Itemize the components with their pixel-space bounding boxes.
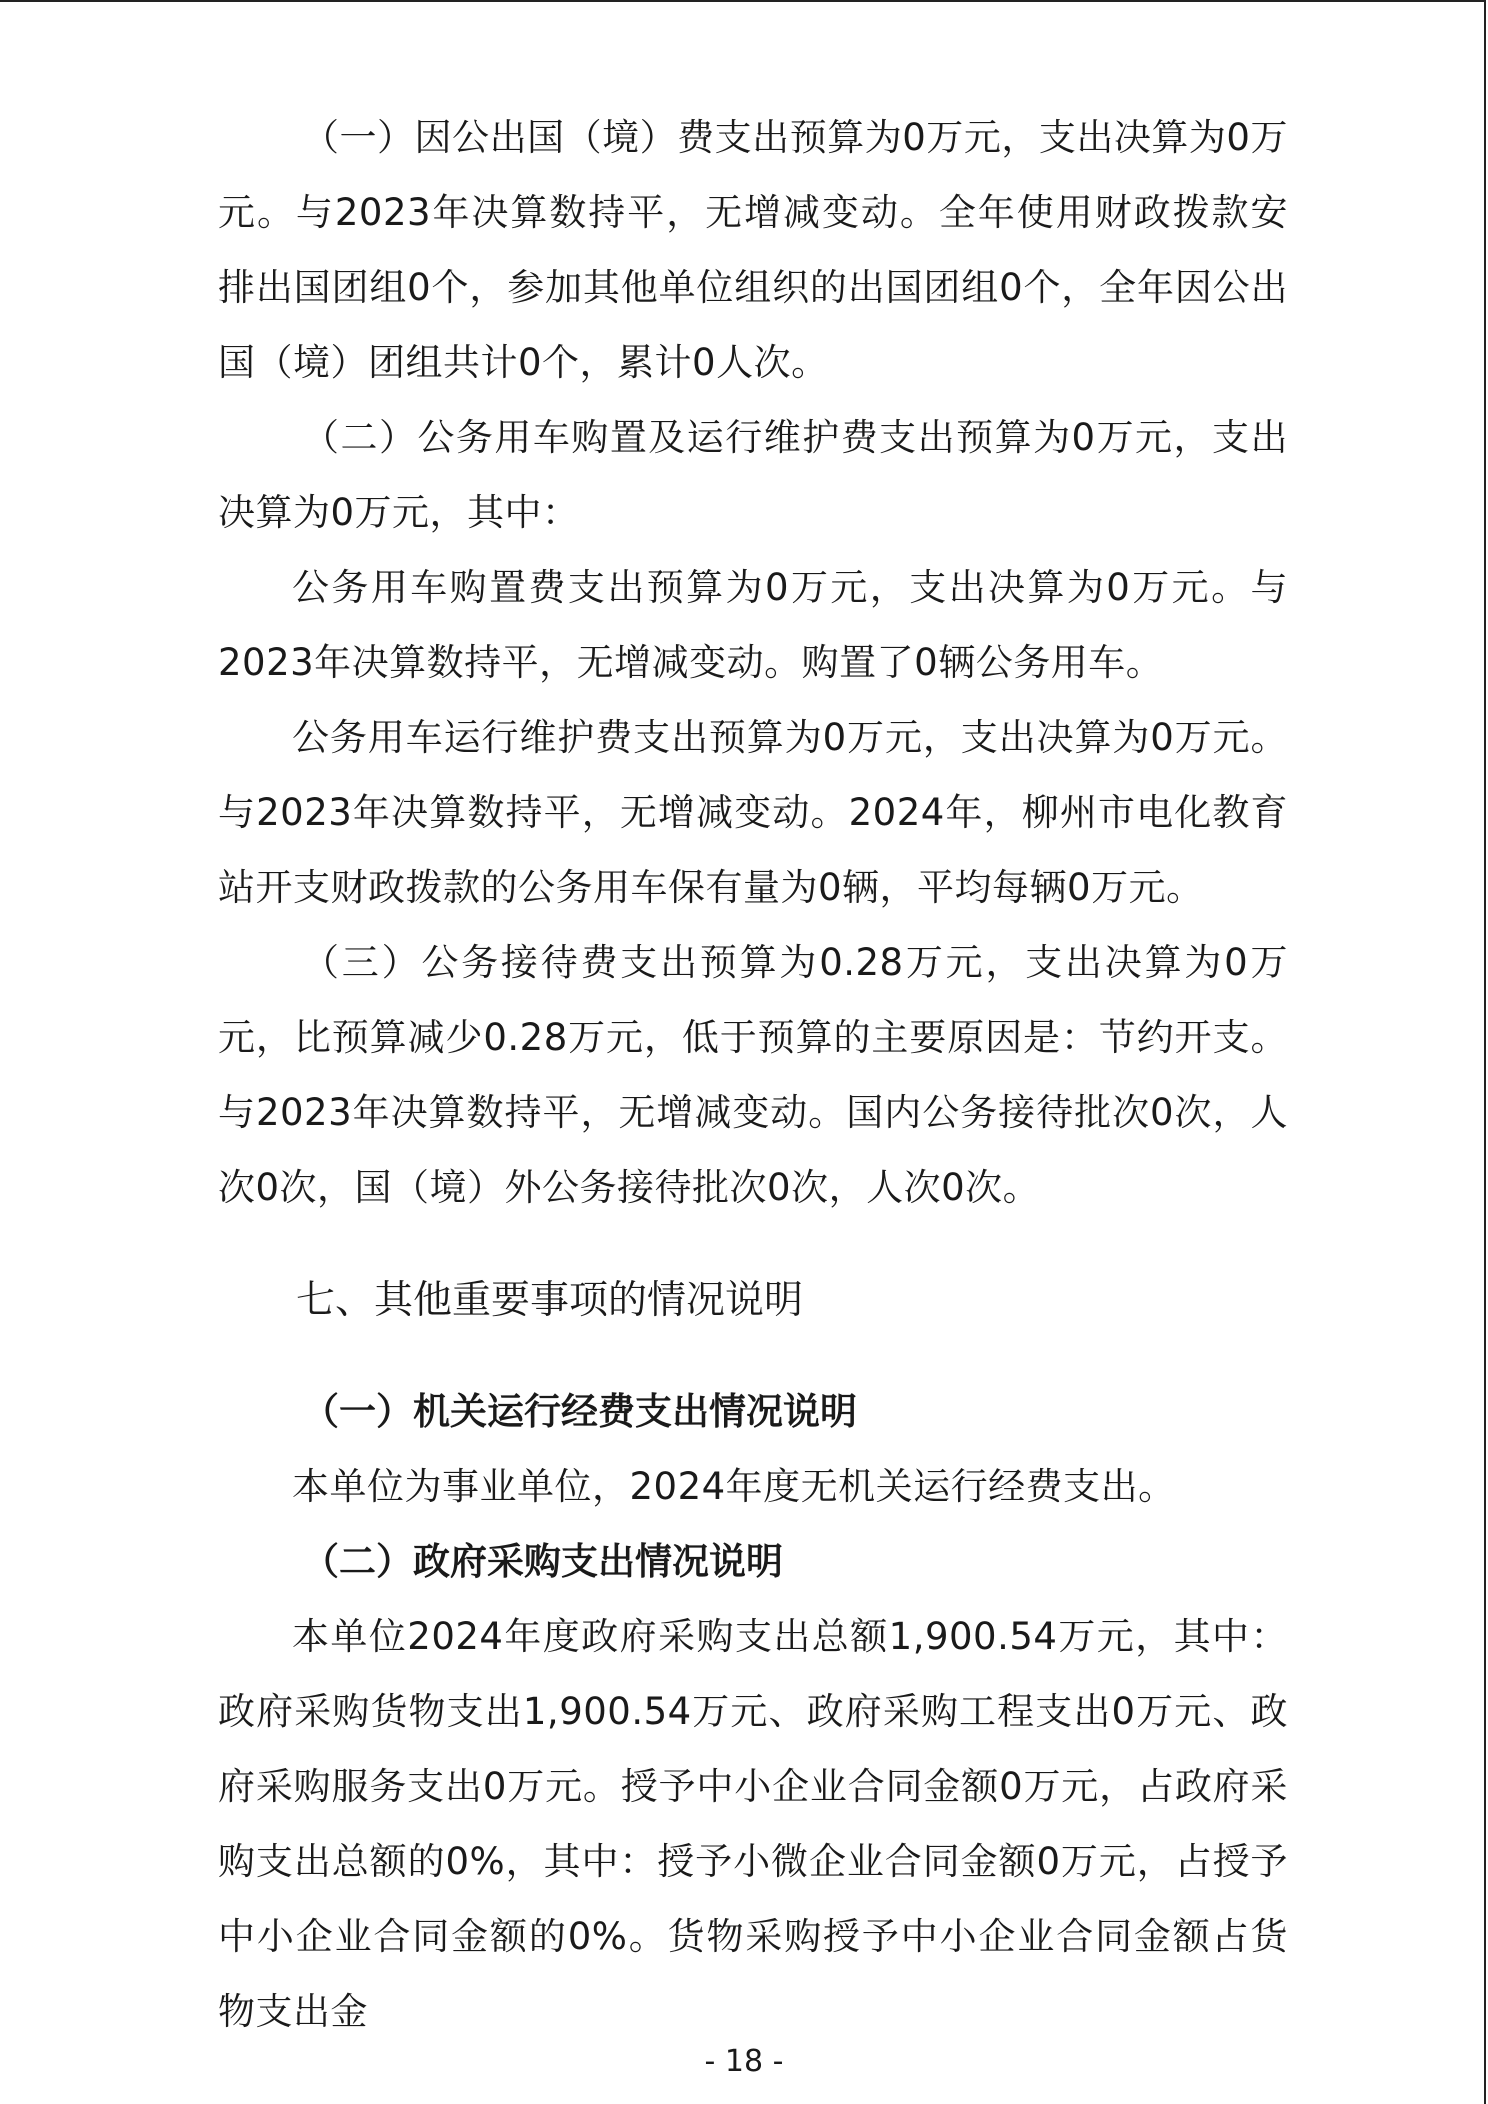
paragraph-vehicle-maintenance: 公务用车运行维护费支出预算为0万元，支出决算为0万元。与2023年决算数持平，无增减变动。2024年，柳州市电化教育站开支财政拨款的公务用车保有量为0辆，平均每辆0万元。 (218, 716, 1288, 909)
paragraph-government-procurement: 本单位2024年度政府采购支出总额1,900.54万元，其中：政府采购货物支出1,900.54万元、政府采购工程支出0万元、政府采购服务支出0万元。授予中小企业合同金额0万元，占政府采购支出总额的0%，其中：授予小微企业合同金额0万元，占授予中小企业合同金额的0%。货物采购授予中小企业合同金额占货物支出金 (218, 1615, 1288, 2033)
sub-heading-government-procurement: （二）政府采购支出情况说明 (302, 1540, 783, 1583)
paragraph-official-vehicles: （二）公务用车购置及运行维护费支出预算为0万元，支出决算为0万元，其中： (218, 416, 1288, 534)
page-number: - 18 - (704, 2044, 784, 2079)
paragraph-operating-expenses: 本单位为事业单位，2024年度无机关运行经费支出。 (292, 1465, 1176, 1508)
paragraph-overseas-travel: （一）因公出国（境）费支出预算为0万元，支出决算为0万元。与2023年决算数持平，无增减变动。全年使用财政拨款安排出国团组0个，参加其他单位组织的出国团组0个，全年因公出国（境）团组共计0个，累计0人次。 (218, 116, 1288, 384)
section-heading-other-matters: 七、其他重要事项的情况说明 (296, 1278, 804, 1323)
sub-heading-operating-expenses: （一）机关运行经费支出情况说明 (302, 1390, 857, 1433)
paragraph-official-reception: （三）公务接待费支出预算为0.28万元，支出决算为0万元，比预算减少0.28万元，低于预算的主要原因是：节约开支。与2023年决算数持平，无增减变动。国内公务接待批次0次，人次0次，国（境）外公务接待批次0次，人次0次。 (218, 941, 1288, 1209)
document-body (218, 100, 1288, 2049)
paragraph-vehicle-purchase: 公务用车购置费支出预算为0万元，支出决算为0万元。与2023年决算数持平，无增减变动。购置了0辆公务用车。 (218, 566, 1288, 684)
